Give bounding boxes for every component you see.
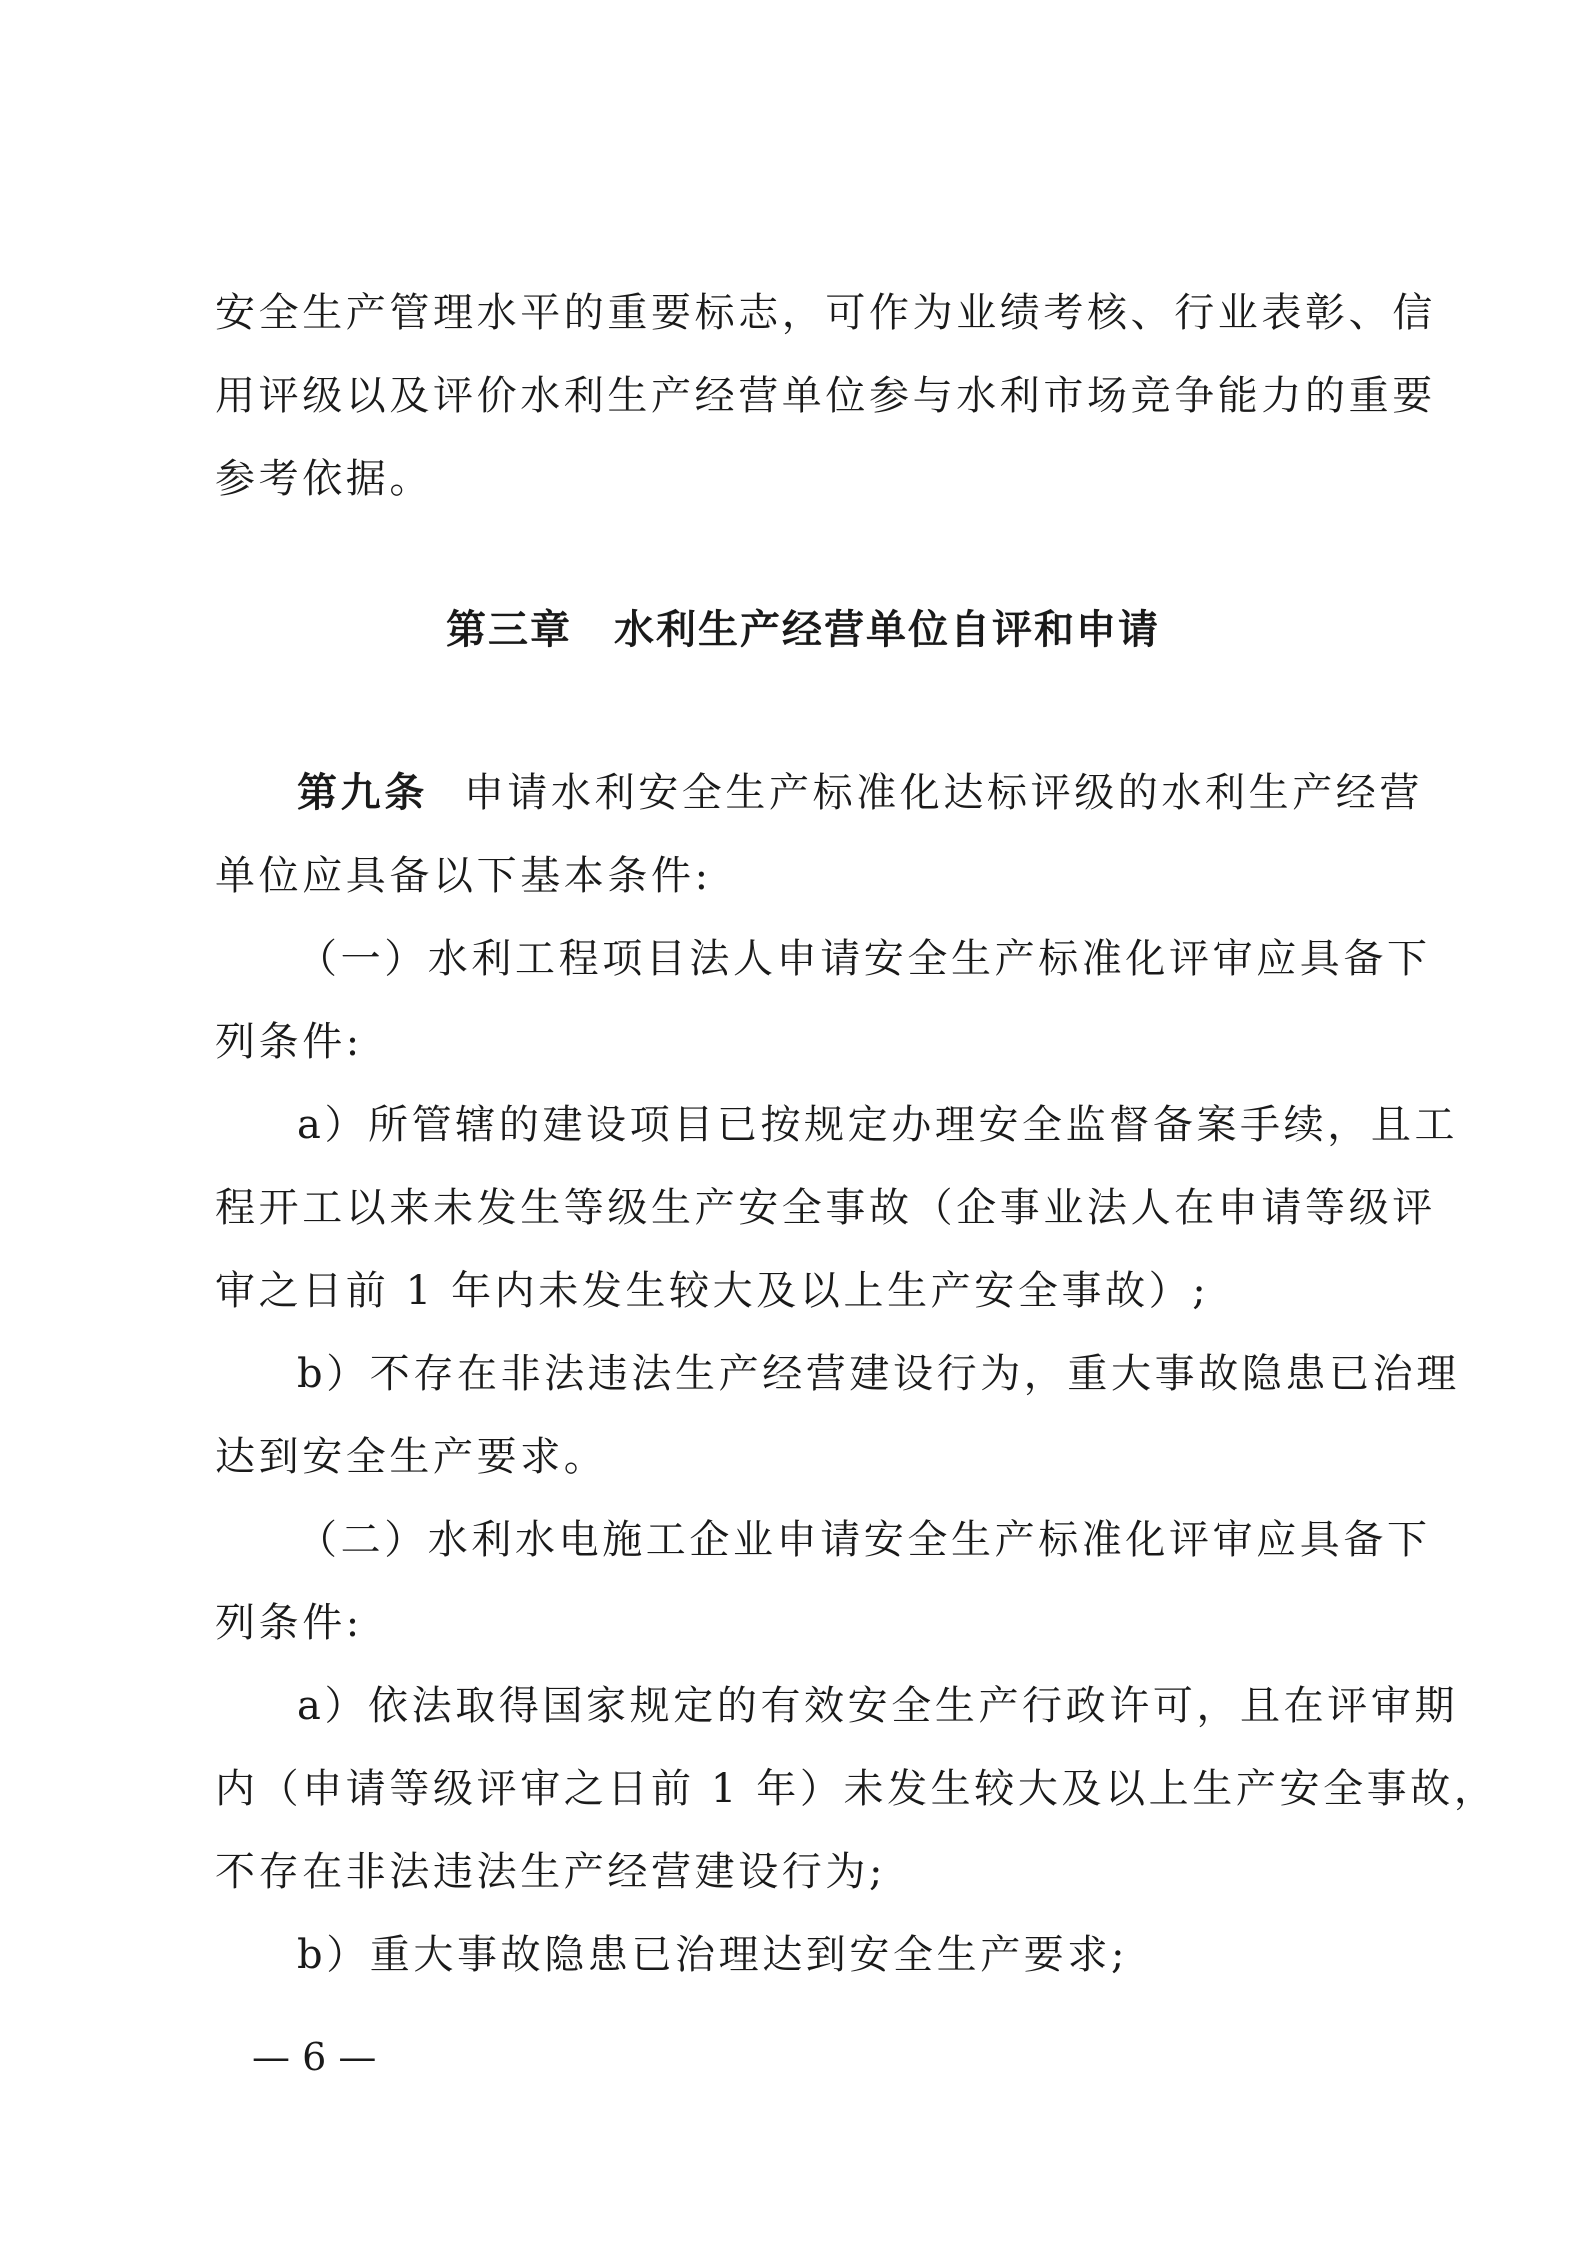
clause-1-a-line-1: a）所管辖的建设项目已按规定办理安全监督备案手续，且工	[297, 1102, 1459, 1148]
intro-paragraph	[215, 272, 1436, 521]
clause-1-a-line-2: 程开工以来未发生等级生产安全事故（企事业法人在申请等级评	[215, 1185, 1436, 1231]
intro-line-1: 安全生产管理水平的重要标志，可作为业绩考核、行业表彰、信	[215, 290, 1436, 336]
clause-2-a-line-2: 内（申请等级评审之日前 1 年）未发生较大及以上生产安全事故，	[215, 1766, 1498, 1812]
clause-1-a-line-3: 审之日前 1 年内未发生较大及以上生产安全事故）;	[215, 1268, 1210, 1314]
article-9-line-2: 单位应具备以下基本条件:	[215, 853, 712, 899]
clause-1-b-line-1: b）不存在非法违法生产经营建设行为，重大事故隐患已治理	[297, 1351, 1460, 1397]
clause-2-a-line-3: 不存在非法违法生产经营建设行为;	[215, 1849, 887, 1895]
clause-2-b-line-1: b）重大事故隐患已治理达到安全生产要求;	[297, 1932, 1129, 1978]
article-label: 第九条	[297, 770, 428, 816]
clause-2-a-line-1: a）依法取得国家规定的有效安全生产行政许可，且在评审期	[297, 1683, 1459, 1729]
clause-1-line-1: （一）水利工程项目法人申请安全生产标准化评审应具备下	[297, 936, 1431, 982]
article-9-text: 申请水利安全生产标准化达标评级的水利生产经营	[463, 770, 1424, 816]
article-9-line-1	[215, 752, 1424, 835]
clause-1-b-line-2: 达到安全生产要求。	[215, 1434, 608, 1480]
clause-2-line-1: （二）水利水电施工企业申请安全生产标准化评审应具备下	[297, 1517, 1431, 1563]
intro-line-3: 参考依据。	[215, 456, 433, 502]
clause-1-line-2: 列条件:	[215, 1019, 363, 1065]
clause-2-line-2: 列条件:	[215, 1600, 363, 1646]
article-9	[215, 752, 1498, 1997]
chapter-title: 第三章 水利生产经营单位自评和申请	[446, 607, 1160, 653]
intro-line-2: 用评级以及评价水利生产经营单位参与水利市场竞争能力的重要	[215, 373, 1436, 419]
page-number: — 6 —	[252, 2035, 377, 2079]
